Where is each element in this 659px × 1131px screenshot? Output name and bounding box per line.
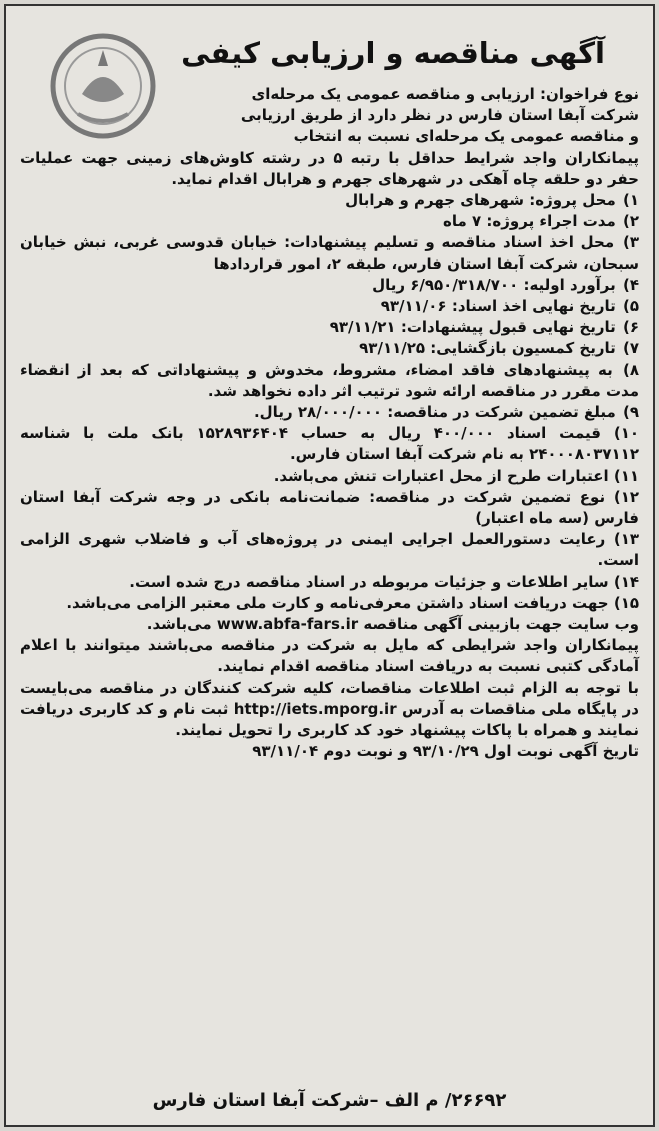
contractors-paragraph: پیمانکاران واجد شرایطی که مایل به شرکت در مناقصه می‌باشند میتوانند با اعلام آمادگی کتبی نسبت به دریافت اسناد مناقصه اقدام نمایند.: [20, 636, 639, 676]
notice-title: آگهی مناقصه و ارزیابی کیفی: [181, 36, 605, 70]
list-item: ۱۲) نوع تضمین شرکت در مناقصه: ضمانت‌نامه بانکی در وجه شرکت آبفا استان فارس (سه ماه اعتبار): [20, 487, 639, 528]
list-item: ۲) مدت اجراء پروژه: ۷ ماه: [443, 212, 639, 231]
list-item: ۷) تاریخ کمسیون بازگشایی: ۹۳/۱۱/۲۵: [359, 339, 639, 358]
publication-dates: تاریخ آگهی نوبت اول ۹۳/۱۰/۲۹ و نوبت دوم ۹۳/۱۱/۰۴: [252, 742, 639, 761]
list-item: ۱۰) قیمت اسناد ۴۰۰/۰۰۰ ریال به حساب ۱۵۲۸۹۳۶۴۰۴ بانک ملت با شناسه ۲۴۰۰۰۸۰۳۷۱۱۲ به نام شرکت آبفا استان فارس.: [20, 424, 640, 464]
notice-footer: ۲۶۶۹۲/ م الف –شرکت آبفا استان فارس: [152, 1090, 507, 1111]
list-item: ۵) تاریخ نهایی اخذ اسناد: ۹۳/۱۱/۰۶: [380, 297, 639, 316]
website-line: وب سایت جهت بازبینی آگهی مناقصه www.abfa-fars.ir می‌باشد.: [146, 615, 639, 634]
list-item: ۹) مبلغ تضمین شرکت در مناقصه: ۲۸/۰۰۰/۰۰۰ ریال.: [253, 403, 639, 422]
iets-paragraph: با توجه به الزام ثبت اطلاعات مناقصات، کلیه شرکت کنندگان در مناقصه می‌بایست در پایگاه ملی مناقصات به آدرس http://iets.mporg.ir ثبت نام و کد کاربری دریافت نمایند و همراه با پاکات پیشنهاد خود کد کاربری را تحویل نمایند.: [20, 678, 639, 740]
list-item: ۱۴) سایر اطلاعات و جزئیات مربوطه در اسناد مناقصه درج شده است.: [129, 572, 639, 591]
list-item: ۱۳) رعایت دستورالعمل اجرایی ایمنی در پروژه‌های آب و فاضلاب شهری الزامی است.: [20, 530, 640, 570]
intro-block: [18, 84, 641, 148]
conditions-list: [18, 190, 641, 614]
intro-line: شرکت آبفا استان فارس در نظر دارد از طریق ارزیابی: [240, 106, 639, 125]
list-item: ۱) محل پروژه: شهرهای جهرم و هرابال: [345, 191, 639, 210]
tender-notice: [4, 4, 655, 1127]
notice-body: [18, 84, 641, 763]
list-item: ۳) محل اخذ اسناد مناقصه و تسلیم پیشنهادات: خیابان قدوسی غربی، نبش خیابان سبحان، شرکت آبفا استان فارس، طبقه ۲، امور قراردادها: [20, 233, 639, 273]
iets-link[interactable]: http://iets.mporg.ir: [233, 699, 397, 718]
website-link[interactable]: www.abfa-fars.ir: [216, 615, 359, 634]
list-item: ۴) برآورد اولیه: ۶/۹۵۰/۳۱۸/۷۰۰ ریال: [372, 275, 639, 294]
list-item: ۱۵) جهت دریافت اسناد داشتن معرفی‌نامه و کارت ملی معتبر الزامی می‌باشد.: [66, 593, 639, 612]
intro-line: نوع فراخوان: ارزیابی و مناقصه عمومی یک مرحله‌ای: [251, 85, 639, 103]
intro-continuation: پیمانکاران واجد شرایط حداقل با رتبه ۵ در رشته کاوش‌های زمینی جهت عملیات حفر دو حلقه چاه آهکی در شهرهای جهرم و هرابال اقدام نماید.: [20, 148, 639, 188]
list-item: ۸) به پیشنهادهای فاقد امضاء، مشروط، مخدوش و پیشنهاداتی که بعد از انقضاء مدت مقرر در مناقصه ارائه شود ترتیب اثر داده نخواهد شد.: [20, 360, 639, 400]
intro-line: و مناقصه عمومی یک مرحله‌ای نسبت به انتخاب: [293, 127, 639, 146]
list-item: ۱۱) اعتبارات طرح از محل اعتبارات تنش می‌باشد.: [273, 466, 639, 485]
list-item: ۶) تاریخ نهایی قبول پیشنهادات: ۹۳/۱۱/۲۱: [329, 318, 639, 337]
